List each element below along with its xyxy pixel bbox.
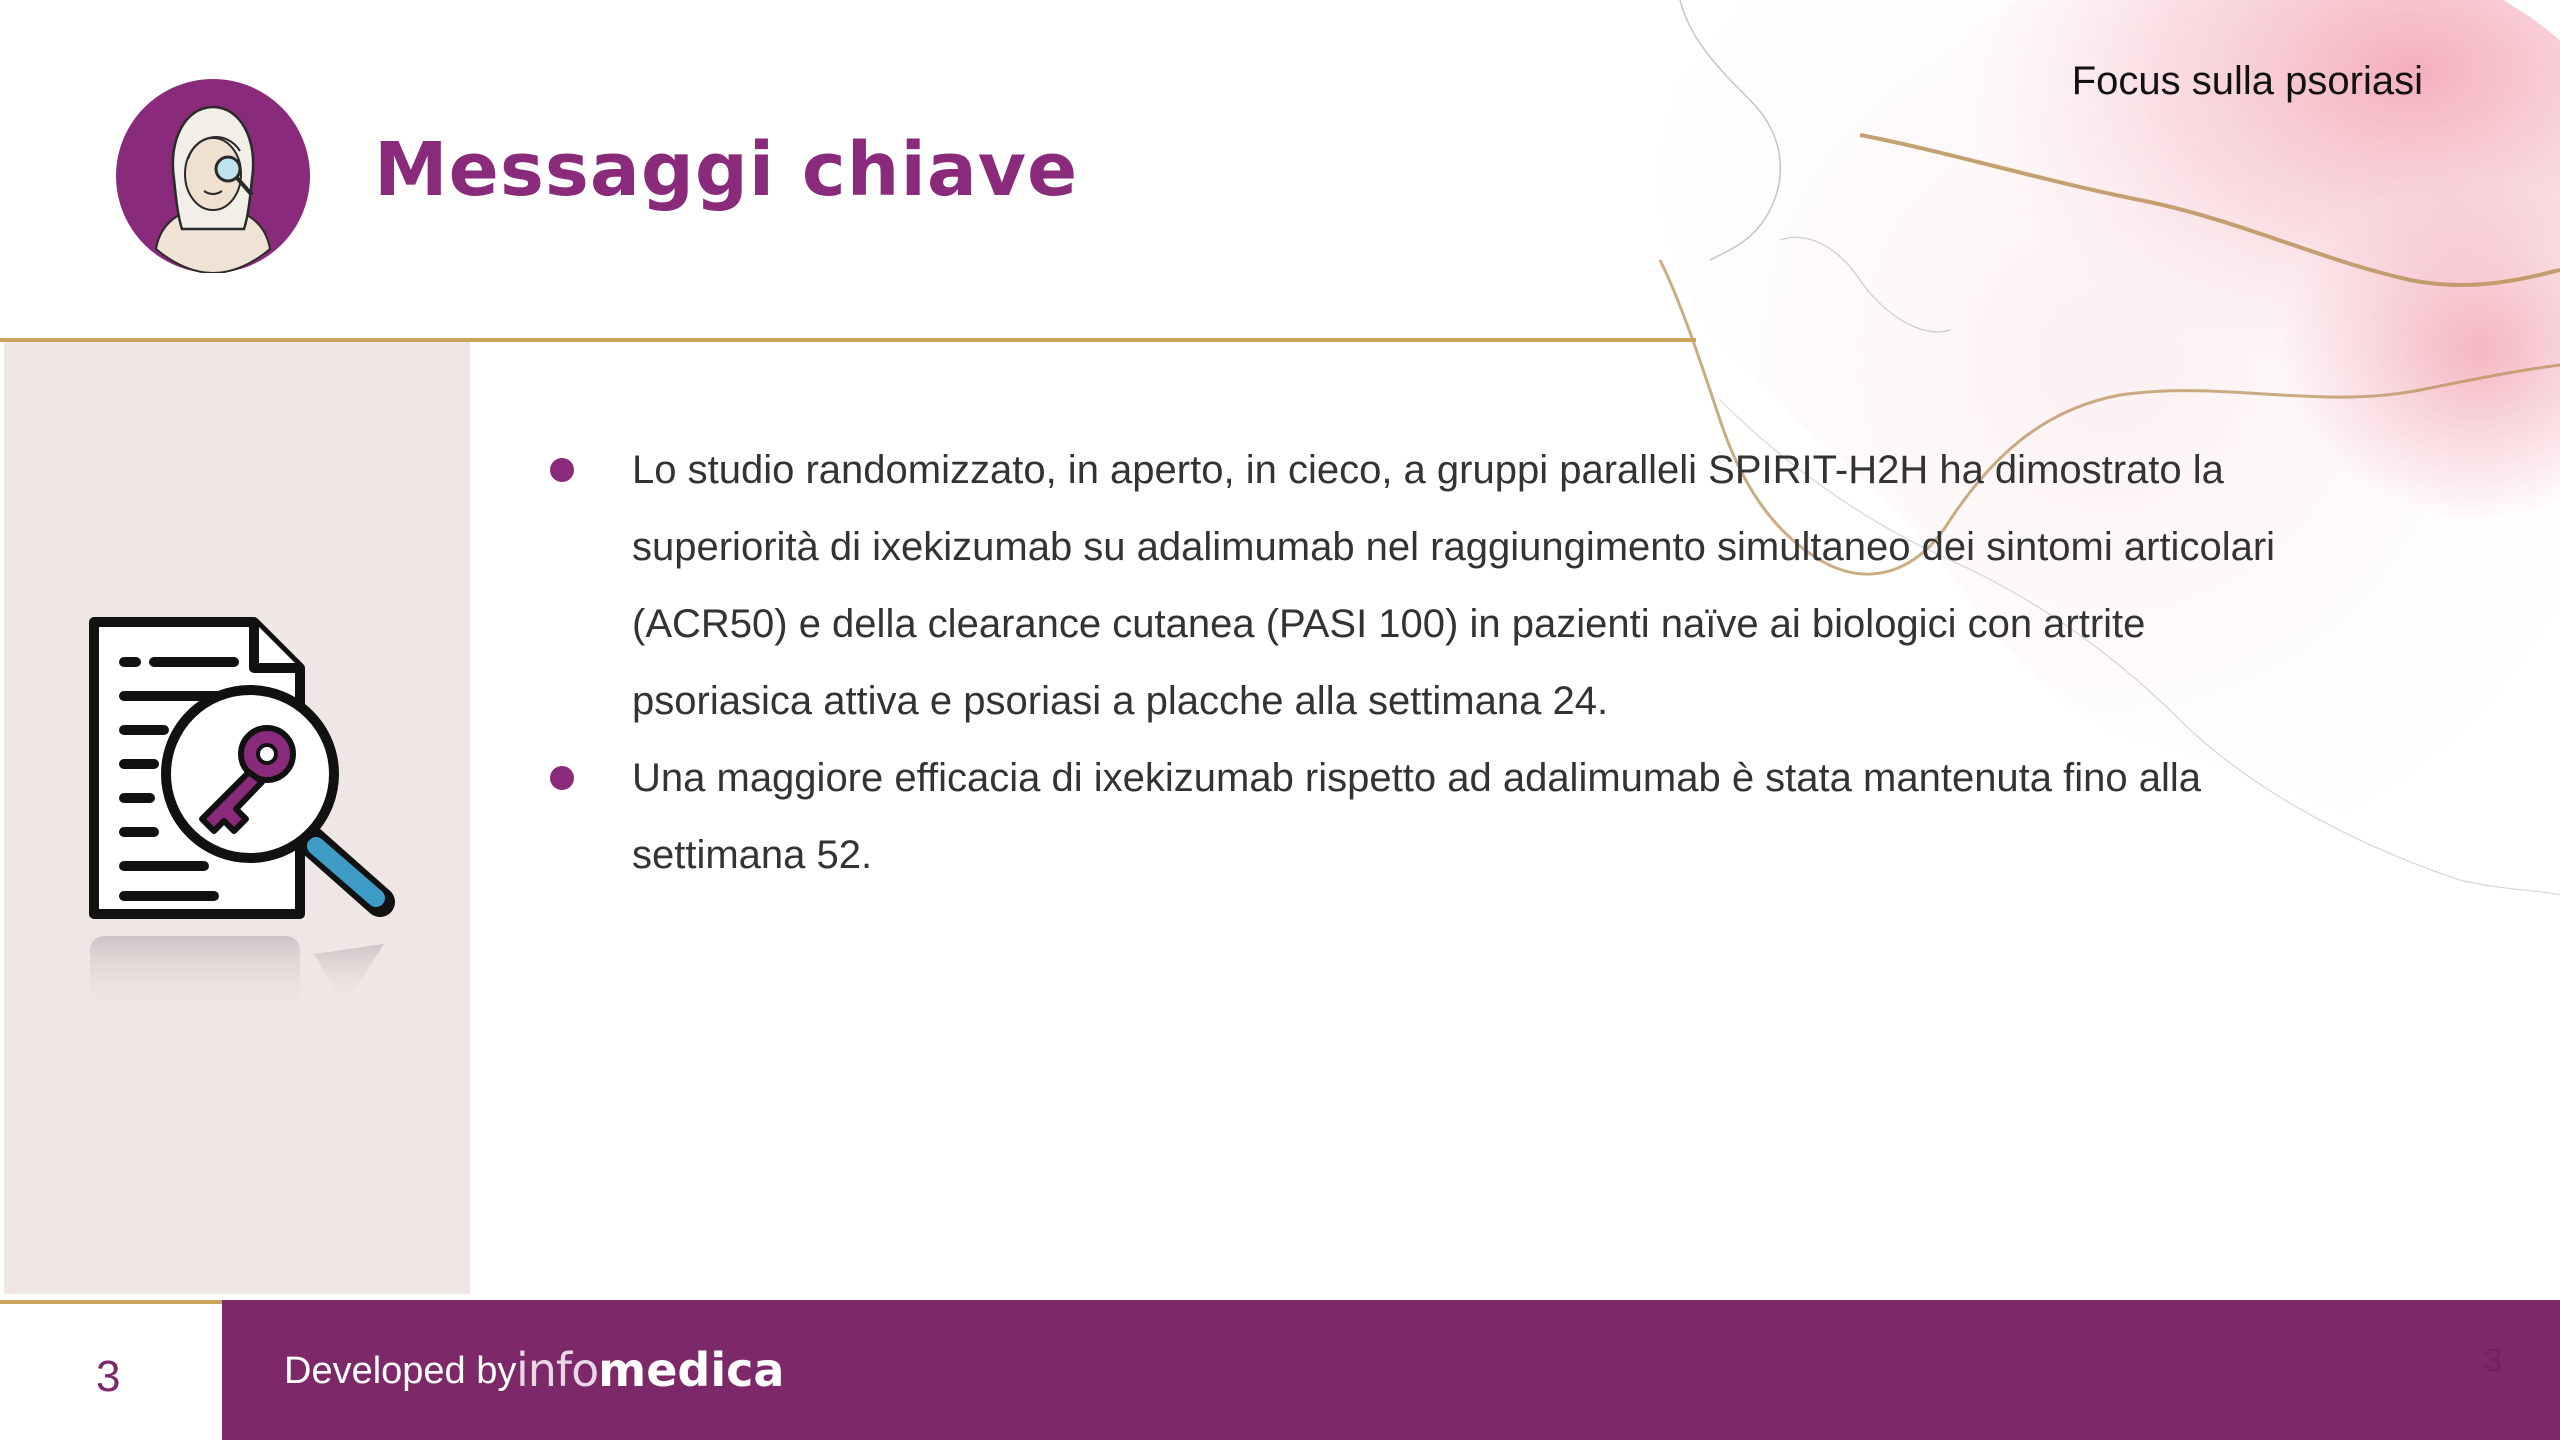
brand-medica-text: medica xyxy=(598,1343,785,1397)
page-title: Messaggi chiave xyxy=(374,127,1079,213)
bullet-dot xyxy=(550,766,574,790)
topic-label: Focus sulla psoriasi xyxy=(2071,59,2423,103)
brand-info-text: info xyxy=(516,1343,599,1397)
key-messages-list xyxy=(550,432,2290,894)
document-key-search-icon xyxy=(84,614,404,1024)
developed-by-label: Developed by xyxy=(284,1350,517,1392)
bullet-text: Lo studio randomizzato, in aperto, in cieco, a gruppi paralleli SPIRIT-H2H ha dimostrato la superiorità di ixekizumab su adalimumab nel raggiungimento simultaneo dei sintomi articolari (ACR50) e della clearance cutanea (PASI 100) in pazienti naïve ai biologici con artrite psoriasica attiva e psoriasi a placche alla settimana 24. xyxy=(632,448,2276,723)
bullet-text: Una maggiore efficacia di ixekizumab rispetto ad adalimumab è stata mantenuta fino alla settimana 52. xyxy=(632,756,2202,877)
infomedica-logo xyxy=(516,1340,784,1412)
woman-with-magnifier-avatar-icon xyxy=(116,79,310,273)
bullet-dot xyxy=(550,458,574,482)
list-item xyxy=(550,740,2290,894)
page-number: 3 xyxy=(96,1352,121,1401)
list-item xyxy=(550,432,2290,740)
ghost-page-number: 3 xyxy=(2484,1342,2502,1378)
footer-divider xyxy=(0,1300,222,1304)
